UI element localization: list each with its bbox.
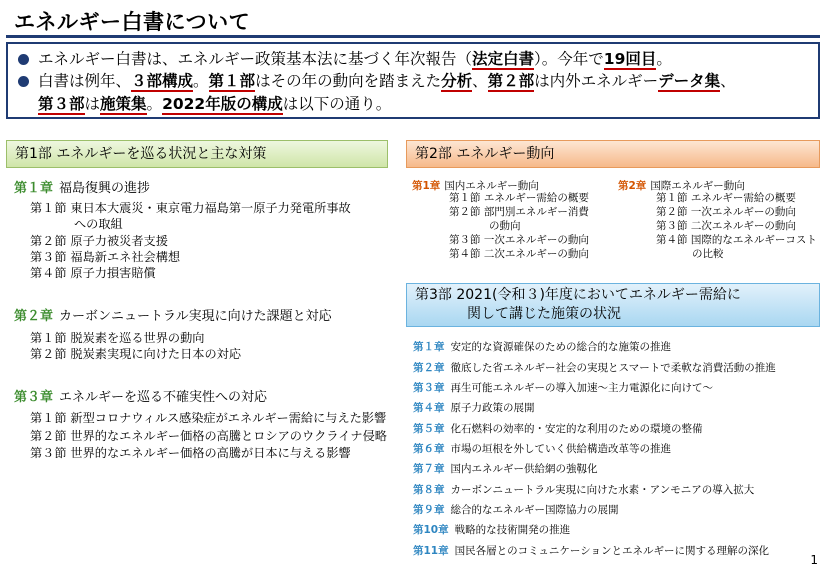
intro-keyword: データ集 [658, 72, 721, 90]
section-item: の比較 [692, 248, 724, 260]
part3-chapter [413, 522, 570, 537]
chapter-label: 第1章 [412, 180, 441, 192]
chapter-label: 第３章 [413, 382, 445, 394]
part1-chapter-1 [14, 177, 150, 196]
chapter-title: 徹底した省エネルギー社会の実現とスマートで柔軟な消費活動の推進 [450, 362, 776, 374]
chapter-label: 第２章 [14, 309, 54, 324]
intro-text: はその年の動向を踏まえた [255, 72, 442, 90]
title-underline [6, 35, 820, 38]
intro-text: 。 [656, 50, 672, 68]
chapter-title: 総合的なエネルギー国際協力の展開 [450, 504, 619, 516]
chapter-label: 第１章 [14, 181, 54, 196]
section-item: 第３節 世界的なエネルギー価格の高騰が日本に与える影響 [30, 446, 351, 460]
part1-chapter-2 [14, 305, 332, 324]
intro-text: ）。今年で [534, 50, 604, 68]
chapter-title: 原子力政策の展開 [450, 402, 535, 414]
intro-keyword: 2022年版の構成 [162, 95, 283, 113]
part3-chapter [413, 421, 703, 436]
chapter-title: 市場の垣根を外していく供給構造改革等の推進 [450, 443, 671, 455]
intro-keyword: 第３部 [38, 95, 85, 113]
part1-header: 第1部 エネルギーを巡る状況と主な対策 [6, 140, 388, 168]
section-item: 第２節 一次エネルギーの動向 [656, 206, 796, 218]
intro-text: 、 [720, 72, 736, 90]
intro-text: 、 [472, 72, 488, 90]
section-item: 第３節 一次エネルギーの動向 [449, 234, 589, 246]
chapter-title: 国民各層とのコミュニケーションとエネルギーに関する理解の深化 [454, 545, 769, 557]
part3-chapter [413, 543, 769, 558]
intro-text: 白書は例年、 [38, 72, 132, 90]
section-item: 第４節 国際的なエネルギーコスト [656, 234, 817, 246]
part2-chapter-1 [412, 178, 539, 193]
chapter-title: 国際エネルギー動向 [650, 180, 745, 192]
section-item: 第１節 東日本大震災・東京電力福島第一原子力発電所事故 [30, 201, 351, 215]
intro-keyword: 分析 [441, 72, 473, 90]
part3-header-line2: 関して講じた施策の状況 [467, 306, 621, 322]
section-item: への取組 [74, 217, 123, 231]
page-number: 1 [810, 553, 818, 567]
chapter-label: 第２章 [413, 362, 445, 374]
section-item: 第３節 福島新エネ社会構想 [30, 250, 181, 264]
part3-chapter [413, 380, 713, 395]
chapter-label: 第10章 [413, 524, 449, 536]
section-item: 第１節 エネルギー需給の概要 [449, 192, 589, 204]
part1-chapter-3 [14, 386, 267, 405]
chapter-label: 第４章 [413, 402, 445, 414]
section-item: の動向 [489, 220, 521, 232]
intro-line-3 [38, 94, 391, 114]
section-item: 第１節 エネルギー需給の概要 [656, 192, 796, 204]
chapter-title: カーボンニュートラル実現に向けた課題と対応 [59, 309, 332, 324]
intro-text: エネルギー白書は、エネルギー政策基本法に基づく年次報告（ [38, 50, 473, 68]
chapter-title: カーボンニュートラル実現に向けた水素・アンモニアの導入拡大 [450, 484, 755, 496]
intro-keyword: 19回目 [603, 50, 657, 68]
section-item: 第１節 新型コロナウィルス感染症がエネルギー需給に与えた影響 [30, 411, 387, 425]
intro-keyword: ３部構成 [131, 72, 194, 90]
section-item: 第４節 原子力損害賠償 [30, 266, 156, 280]
intro-text: は [84, 95, 101, 113]
part3-chapter [413, 461, 598, 476]
section-item: 第３節 二次エネルギーの動向 [656, 220, 796, 232]
part3-chapter [413, 502, 619, 517]
chapter-title: 国内エネルギー動向 [444, 180, 539, 192]
part3-header-line1: 第3部 2021(令和３)年度においてエネルギー需給に [415, 287, 741, 303]
chapter-label: 第８章 [413, 484, 445, 496]
intro-box [6, 42, 820, 119]
chapter-title: 戦略的な技術開発の推進 [454, 524, 571, 536]
part3-chapter [413, 339, 671, 354]
part2-header: 第2部 エネルギー動向 [406, 140, 820, 168]
section-item: 第２節 原子力被災者支援 [30, 234, 168, 248]
intro-line-2 [38, 71, 736, 91]
chapter-title: 福島復興の進捗 [59, 181, 151, 196]
chapter-title: 安定的な資源確保のための総合的な施策の推進 [450, 341, 671, 353]
intro-keyword: 施策集 [100, 95, 147, 113]
chapter-label: 第11章 [413, 545, 449, 557]
chapter-title: 再生可能エネルギーの導入加速～主力電源化に向けて～ [450, 382, 713, 394]
chapter-label: 第１章 [413, 341, 445, 353]
intro-keyword: 第２部 [487, 72, 535, 90]
chapter-title: 国内エネルギー供給網の強靱化 [450, 463, 598, 475]
part3-chapter [413, 441, 671, 456]
intro-line-1 [38, 49, 672, 69]
chapter-label: 第６章 [413, 443, 445, 455]
intro-keyword: 法定白書 [472, 50, 535, 68]
bullet-icon [18, 76, 29, 87]
chapter-label: 第2章 [618, 180, 647, 192]
intro-text: 。 [193, 72, 209, 90]
section-item: 第４節 二次エネルギーの動向 [449, 248, 589, 260]
chapter-title: エネルギーを巡る不確実性への対応 [59, 390, 268, 405]
section-item: 第１節 脱炭素を巡る世界の動向 [30, 331, 205, 345]
intro-text: 。 [146, 95, 163, 113]
part3-chapter [413, 482, 754, 497]
part3-chapter [413, 400, 535, 415]
part3-chapter [413, 360, 776, 375]
chapter-label: 第９章 [413, 504, 445, 516]
chapter-label: 第５章 [413, 423, 445, 435]
chapter-label: 第３章 [14, 390, 54, 405]
section-item: 第２節 脱炭素実現に向けた日本の対応 [30, 347, 242, 361]
chapter-label: 第７章 [413, 463, 445, 475]
intro-keyword: 第１部 [208, 72, 256, 90]
chapter-title: 化石燃料の効率的・安定的な利用のための環境の整備 [450, 423, 703, 435]
intro-text: は以下の通り。 [282, 95, 392, 113]
part2-chapter-2 [618, 178, 745, 193]
section-item: 第２節 世界的なエネルギー価格の高騰とロシアのウクライナ侵略 [30, 429, 387, 443]
bullet-icon [18, 54, 29, 65]
part3-header [406, 283, 820, 327]
section-item: 第２節 部門別エネルギー消費 [449, 206, 589, 218]
page-title: エネルギー白書について [14, 10, 251, 34]
intro-text: は内外エネルギー [534, 72, 659, 90]
